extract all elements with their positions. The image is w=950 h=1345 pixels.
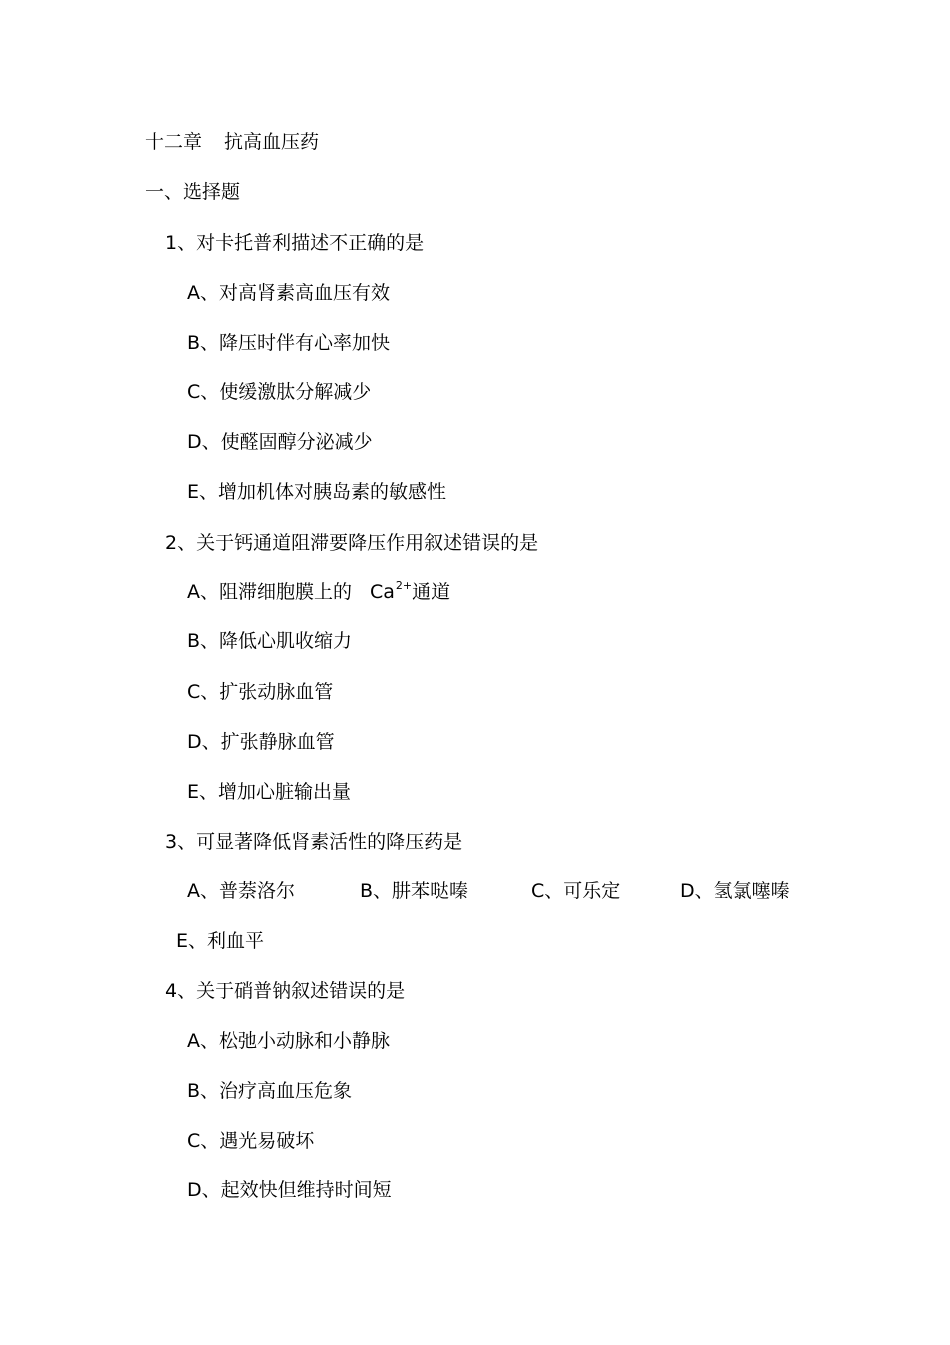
question-2-option-e: E、增加心脏输出量: [187, 781, 352, 803]
question-1-option-b: B、降压时伴有心率加快: [187, 332, 391, 354]
chapter-heading: [145, 130, 319, 154]
question-2-option-d: D、扩张静脉血管: [187, 731, 335, 753]
question-1-option-c: C、使缓激肽分解减少: [187, 381, 372, 403]
question-2-option-a-suffix: 通道: [412, 581, 451, 603]
question-3-option-a: A、普萘洛尔: [187, 880, 295, 902]
question-2-option-a: [187, 580, 450, 607]
calcium-charge: 2+: [395, 579, 413, 592]
chapter-title: 抗高血压药: [224, 131, 320, 153]
question-4-stem: 4、关于硝普钠叙述错误的是: [165, 980, 406, 1002]
question-1-option-d: D、使醛固醇分泌减少: [187, 431, 373, 453]
question-3-option-c: C、可乐定: [531, 880, 621, 902]
question-4-option-d: D、起效快但维持时间短: [187, 1179, 392, 1201]
question-3-option-b: B、肼苯哒嗪: [360, 880, 469, 902]
question-1-stem: 1、对卡托普利描述不正确的是: [165, 232, 425, 254]
question-2-option-b: B、降低心肌收缩力: [187, 630, 353, 652]
question-4-option-b: B、治疗高血压危象: [187, 1080, 353, 1102]
question-1-option-a: A、对高肾素高血压有效: [187, 282, 390, 304]
question-4-option-a: A、松弛小动脉和小静脉: [187, 1030, 390, 1052]
question-3-option-e: E、利血平: [176, 930, 265, 952]
question-2-option-a-prefix: A、阻滞细胞膜上的: [187, 581, 352, 603]
question-3-option-d: D、氢氯噻嗪: [680, 880, 790, 902]
chapter-number: 十二章: [145, 131, 203, 153]
question-2-stem: 2、关于钙通道阻滞要降压作用叙述错误的是: [165, 532, 539, 554]
question-4-option-c: C、遇光易破坏: [187, 1130, 315, 1152]
question-1-option-e: E、增加机体对胰岛素的敏感性: [187, 481, 447, 503]
calcium-symbol: Ca: [370, 581, 395, 603]
section-heading: 一、选择题: [145, 181, 241, 203]
question-2-option-c: C、扩张动脉血管: [187, 681, 334, 703]
question-3-stem: 3、可显著降低肾素活性的降压药是: [165, 831, 463, 853]
